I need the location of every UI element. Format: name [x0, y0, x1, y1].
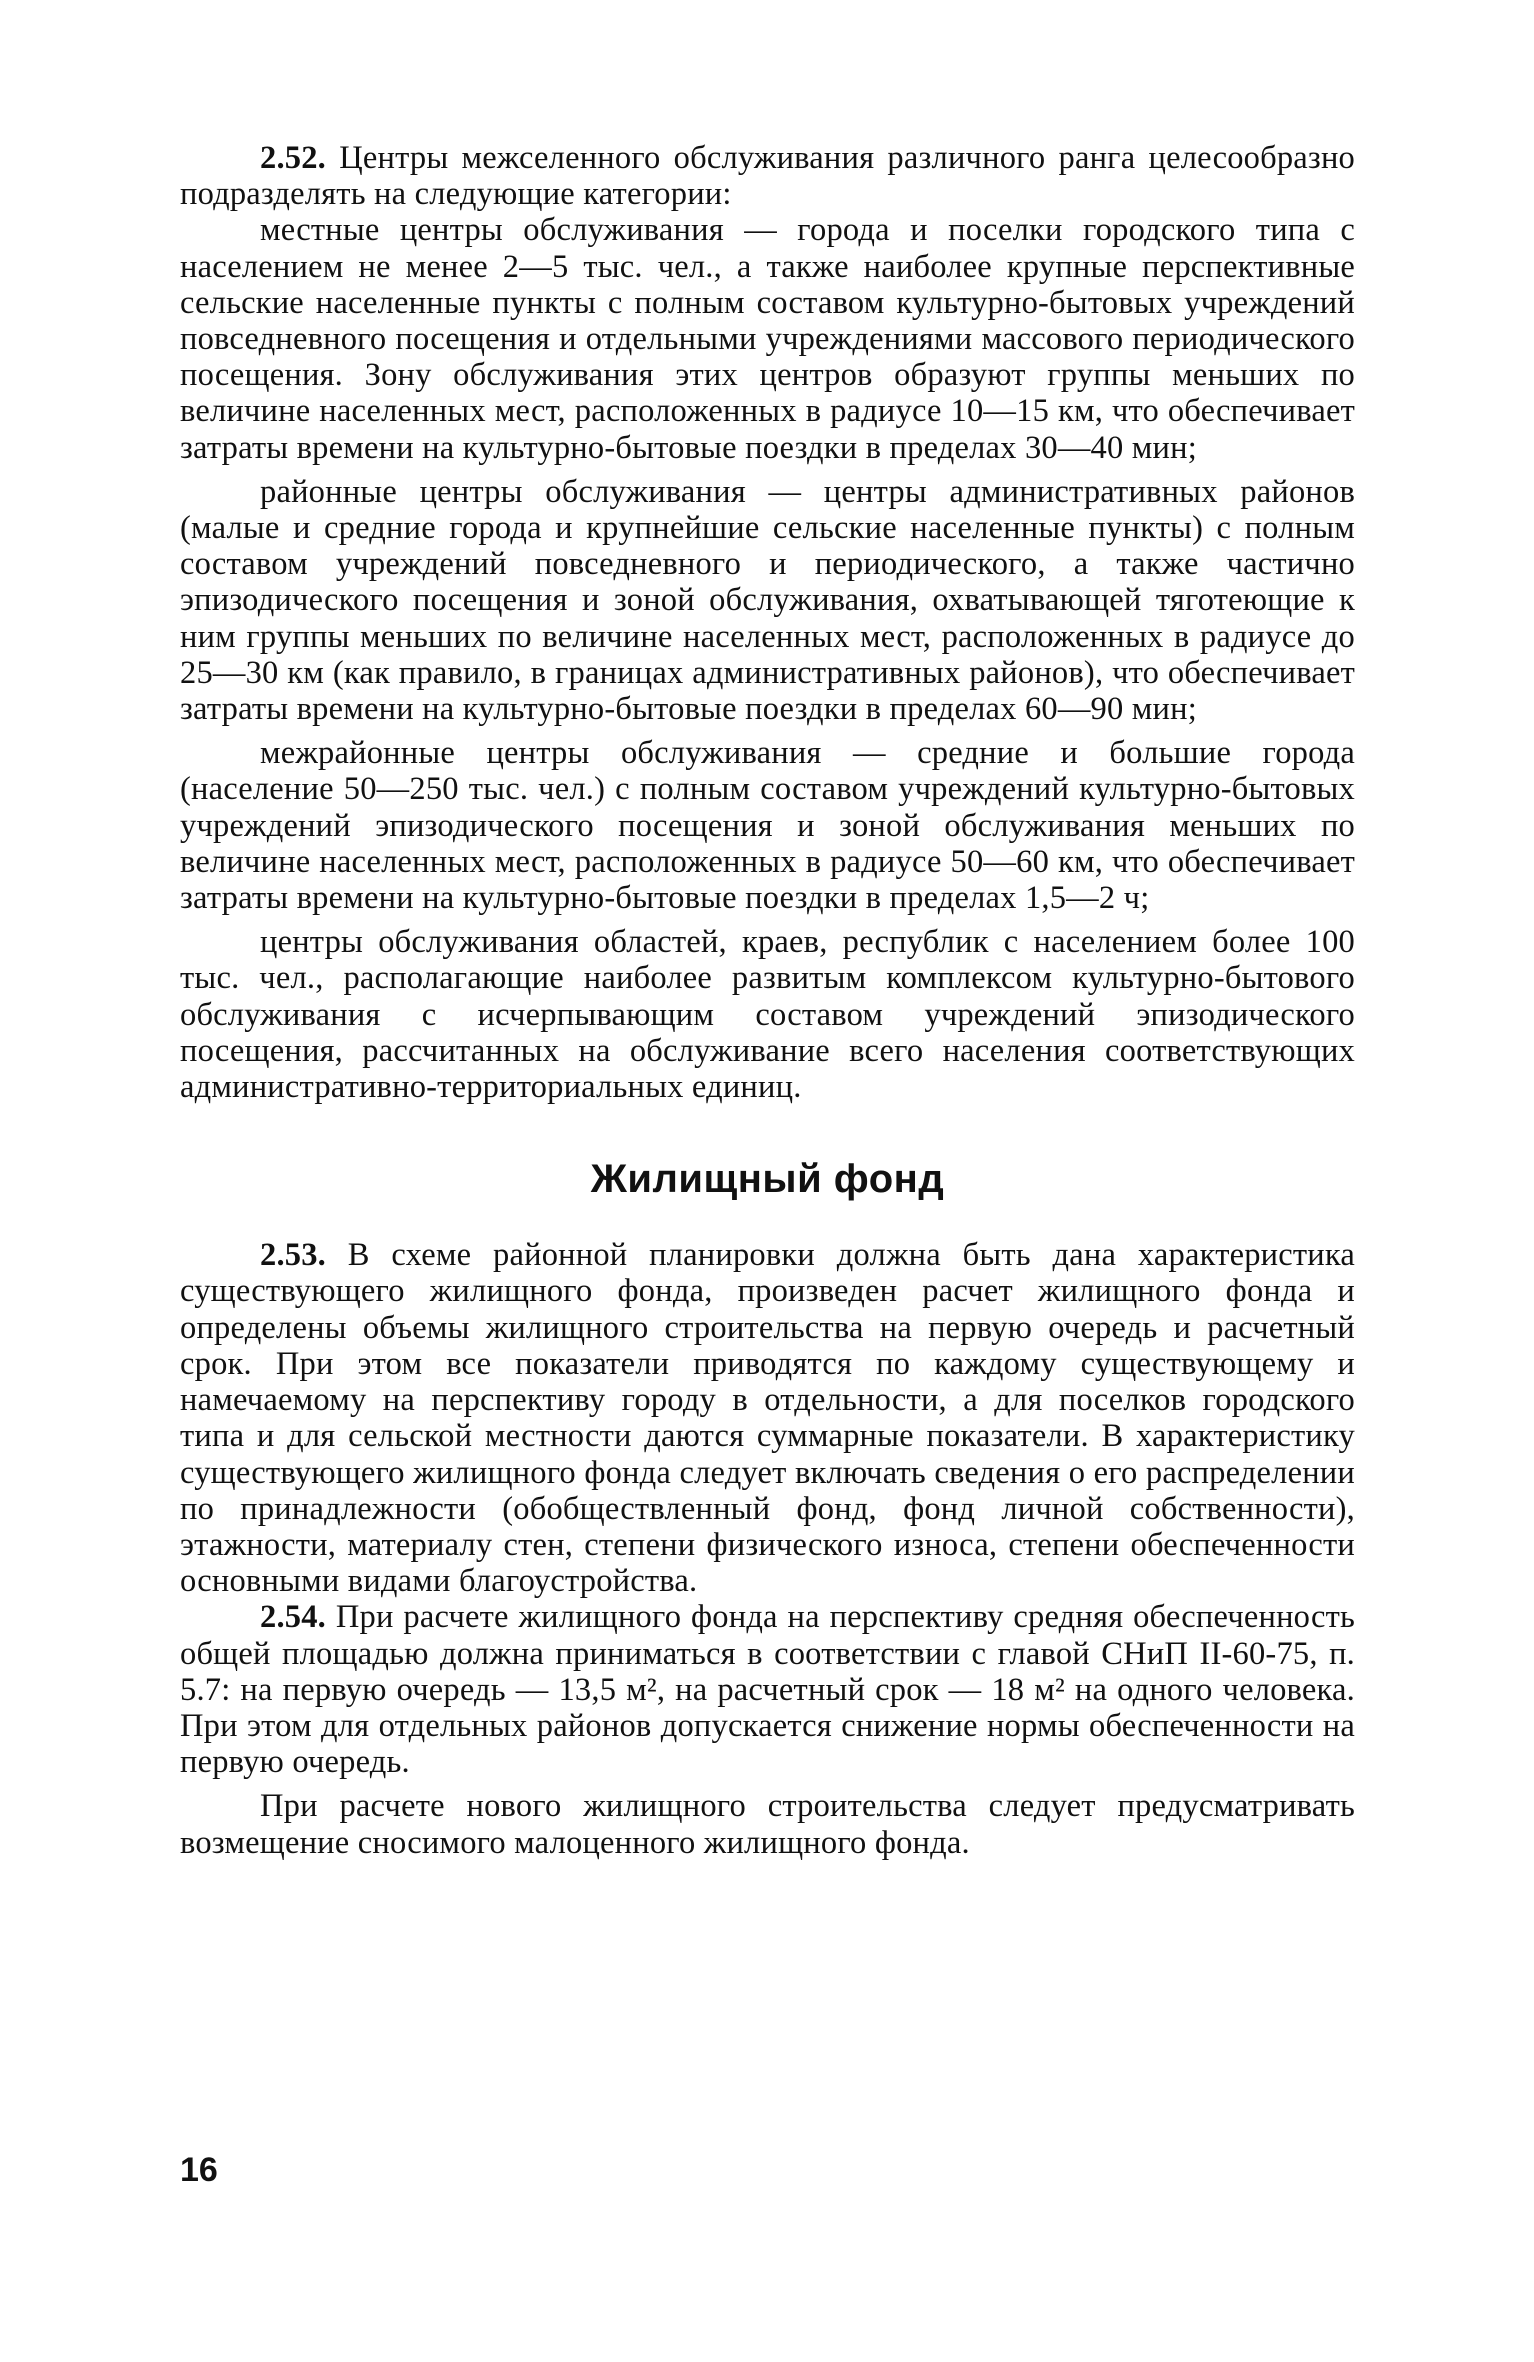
- paragraph-local-centers: местные центры обслуживания — города и поселки городского типа с населением не менее 2—5 тыс. чел., а также наиболее крупные перспективные сельские населенные пункты с полным составом культурно-бытовых учреждений повседневного посещения и отдельными учреждениями массового периодического посещения. Зону обслуживания этих центров образуют группы меньших по величине населенных мест, расположенных в радиусе 10—15 км, что обеспечивает затраты времени на культурно-бытовые поездки в пределах 30—40 мин;: [180, 212, 1355, 466]
- paragraph-district-centers: районные центры обслуживания — центры административных районов (малые и средние города и крупнейшие сельские населенные пункты) с полным составом учреждений повседневного и периодического, а также частично эпизодического посещения и зоной обслуживания, охватывающей тяготеющие к ним группы меньших по величине населенных мест, расположенных в радиусе до 25—30 км (как правило, в границах административных районов), что обеспечивает затраты времени на культурно-бытовые поездки в пределах 60—90 мин;: [180, 473, 1355, 728]
- clause-text: В схеме районной планировки должна быть дана характеристика существующего жилищного фонда, произведен расчет жилищного фонда и определены объемы жилищного строительства на первую очередь и расчетный срок. При этом все показатели приводятся по каждому существующему и намечаемому на перспективу городу в отдельности, а для поселков городского типа и для сельской местности даются суммарные показатели. В характеристику существующего жилищного фонда следует включать сведения о его распределении по принадлежности (обобществленный фонд, фонд личной собственности), этажности, материалу стен, степени физического износа, степени обеспеченности основными видами благоустройства.: [180, 1237, 1356, 1600]
- paragraph-2-53: [180, 1237, 1355, 1599]
- paragraph-interdistrict-centers: межрайонные центры обслуживания — средние и большие города (население 50—250 тыс. чел.) с полным составом учреждений культурно-бытовых учреждений эпизодического посещения и зоной обслуживания меньших по величине населенных мест, расположенных в радиусе 50—60 км, что обеспечивает затраты времени на культурно-бытовые поездки в пределах 1,5—2 ч;: [180, 735, 1355, 917]
- paragraph-2-52-intro: [180, 140, 1355, 212]
- clause-number: 2.53.: [260, 1237, 326, 1274]
- clause-text: Центры межселенного обслуживания различного ранга целесообразно подразделять на следующие категории:: [180, 140, 1355, 213]
- page-number: 16: [180, 2151, 218, 2189]
- clause-number: 2.54.: [260, 1599, 326, 1636]
- page-body: [180, 140, 1355, 1861]
- paragraph-2-54: [180, 1599, 1355, 1780]
- paragraph-2-54-continued: При расчете нового жилищного строительства следует предусматривать возмещение сносимого малоценного жилищного фонда.: [180, 1788, 1355, 1861]
- clause-number: 2.52.: [260, 140, 326, 176]
- section-heading: Жилищный фонд: [590, 1157, 945, 1202]
- paragraph-regional-centers: центры обслуживания областей, краев, республик с населением более 100 тыс. чел., располагающие наиболее развитым комплексом культурно-бытового обслуживания с исчерпывающим составом учреждений эпизодического посещения, рассчитанных на обслуживание всего населения соответствующих административно-территориальных единиц.: [180, 924, 1355, 1106]
- clause-text: При расчете жилищного фонда на перспективу средняя обеспеченность общей площадью должна приниматься в соответствии с главой СНиП II-60-75, п. 5.7: на первую очередь — 13,5 м², на расчетный срок — 18 м² на одного человека. При этом для отдельных районов допускается снижение нормы обеспеченности на первую очередь.: [180, 1599, 1355, 1781]
